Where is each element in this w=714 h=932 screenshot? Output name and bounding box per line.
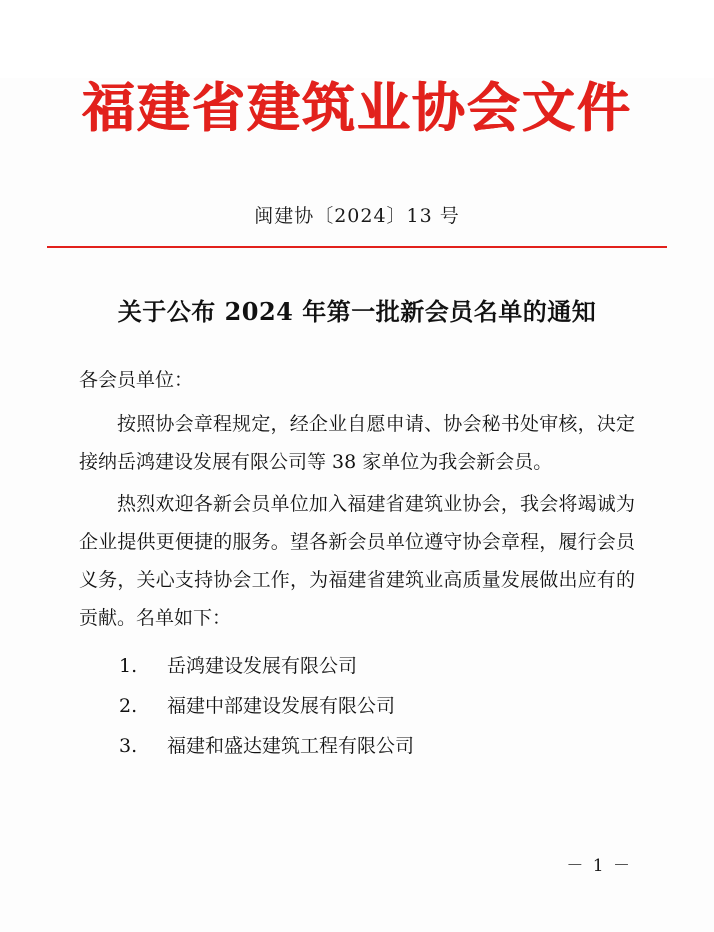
list-item-label: 福建中部建设发展有限公司: [167, 695, 396, 718]
list-item-index: 1.: [119, 655, 138, 678]
list-item-index: 3.: [119, 735, 138, 758]
masthead-title: 福建省建筑业协会文件: [82, 77, 632, 139]
page-number: － 1 －: [566, 856, 632, 876]
page-title: 关于公布 2024 年第一批新会员名单的通知: [117, 297, 597, 327]
red-divider-rule: [47, 246, 667, 249]
list-item-index: 2.: [119, 695, 138, 718]
body-paragraph-2: 热烈欢迎各新会员单位加入福建省建筑业协会，我会将竭诚为企业提供更便捷的服务。望各新会员单位遵守协会章程，履行会员义务，关心支持协会工作，为福建省建筑业高质量发展做出应有的贡献。名单如下：: [79, 493, 635, 630]
list-item-label: 福建和盛达建筑工程有限公司: [167, 735, 415, 758]
member-list: [79, 647, 635, 767]
body-paragraph-1: 按照协会章程规定，经企业自愿申请、协会秘书处审核，决定接纳岳鸿建设发展有限公司等 38 家单位为我会新会员。: [79, 413, 635, 474]
document-number: 闽建协〔2024〕13 号: [254, 204, 460, 227]
list-item: [79, 647, 635, 687]
list-item: [79, 727, 635, 767]
salutation: 各会员单位：: [79, 369, 194, 392]
list-item: [79, 687, 635, 727]
document-page: [0, 78, 714, 932]
list-item-label: 岳鸿建设发展有限公司: [167, 655, 358, 678]
document-body: [79, 361, 635, 637]
